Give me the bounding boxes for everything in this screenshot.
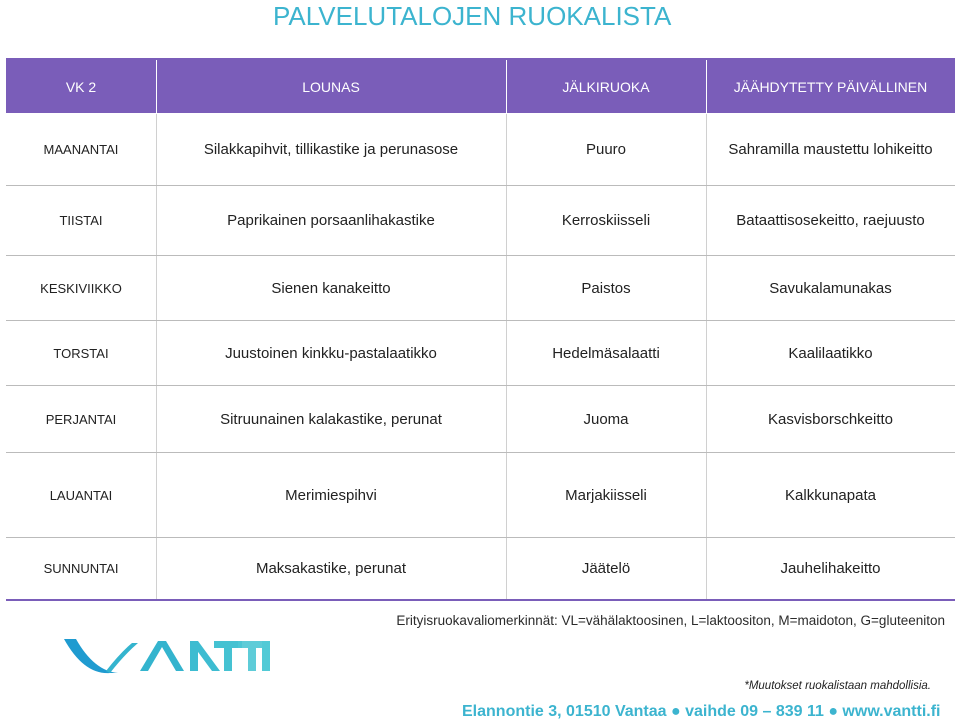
day-cell: TIISTAI bbox=[59, 213, 103, 228]
dinner-cell: Kaalilaatikko bbox=[788, 344, 873, 362]
table-row bbox=[6, 453, 955, 538]
table-row bbox=[6, 538, 955, 599]
lunch-cell: Paprikainen porsaanlihakastike bbox=[227, 212, 435, 229]
header-week: VK 2 bbox=[65, 78, 97, 95]
dinner-cell: Jauhelihakeitto bbox=[780, 560, 881, 577]
lunch-cell: Merimiespihvi bbox=[285, 486, 377, 504]
dinner-cell: Sahramilla maustettu lohikeitto bbox=[728, 141, 933, 158]
table-row bbox=[6, 256, 955, 321]
day-cell: KESKIVIIKKO bbox=[40, 280, 122, 296]
changes-note: *Muutokset ruokalistaan mahdollisia. bbox=[744, 680, 931, 692]
table-row bbox=[6, 114, 955, 186]
dinner-cell: Savukalamunakas bbox=[769, 279, 892, 297]
dessert-cell: Puuro bbox=[585, 141, 627, 158]
header-dinner: JÄÄHDYTETTY PÄIVÄLLINEN bbox=[733, 78, 928, 95]
table-row bbox=[6, 386, 955, 453]
dinner-cell: Bataattisosekeitto, raejuusto bbox=[736, 212, 925, 229]
day-cell: PERJANTAI bbox=[45, 411, 117, 427]
day-cell: LAUANTAI bbox=[49, 487, 113, 503]
table-header bbox=[6, 60, 955, 114]
header-dessert: JÄLKIRUOKA bbox=[562, 78, 650, 95]
dessert-cell: Paistos bbox=[581, 279, 631, 297]
dinner-cell: Kasvisborschkeitto bbox=[767, 410, 894, 428]
dinner-cell: Kalkkunapata bbox=[785, 486, 876, 504]
day-cell: TORSTAI bbox=[53, 345, 109, 361]
footer-address: Elannontie 3, 01510 Vantaa ● vaihde 09 – 839 11 ● www.vantti.fi bbox=[462, 703, 941, 720]
table-row bbox=[6, 186, 955, 256]
dessert-cell: Jäätelö bbox=[581, 560, 631, 577]
table-row bbox=[6, 321, 955, 386]
lunch-cell: Juustoinen kinkku-pastalaatikko bbox=[225, 344, 437, 362]
dessert-cell: Marjakiisseli bbox=[565, 486, 647, 504]
dessert-cell: Juoma bbox=[583, 410, 629, 428]
lunch-cell: Sitruunainen kalakastike, perunat bbox=[220, 410, 442, 428]
vantti-logo bbox=[62, 627, 272, 675]
lunch-cell: Maksakastike, perunat bbox=[255, 560, 407, 577]
day-cell: SUNNUNTAI bbox=[43, 561, 119, 576]
day-cell: MAANANTAI bbox=[43, 142, 119, 157]
dessert-cell: Hedelmäsalaatti bbox=[552, 344, 660, 362]
lunch-cell: Sienen kanakeitto bbox=[271, 279, 391, 297]
page-title: PALVELUTALOJEN RUOKALISTA bbox=[273, 1, 672, 31]
menu-table bbox=[6, 58, 955, 601]
dessert-cell: Kerroskiisseli bbox=[561, 212, 651, 229]
diet-legend: Erityisruokavaliomerkinnät: VL=vähälaktoosinen, L=laktoositon, M=maidoton, G=gluteeniton bbox=[396, 613, 945, 628]
lunch-cell: Silakkapihvit, tillikastike ja perunasose bbox=[203, 141, 459, 158]
header-lunch: LOUNAS bbox=[302, 78, 360, 95]
